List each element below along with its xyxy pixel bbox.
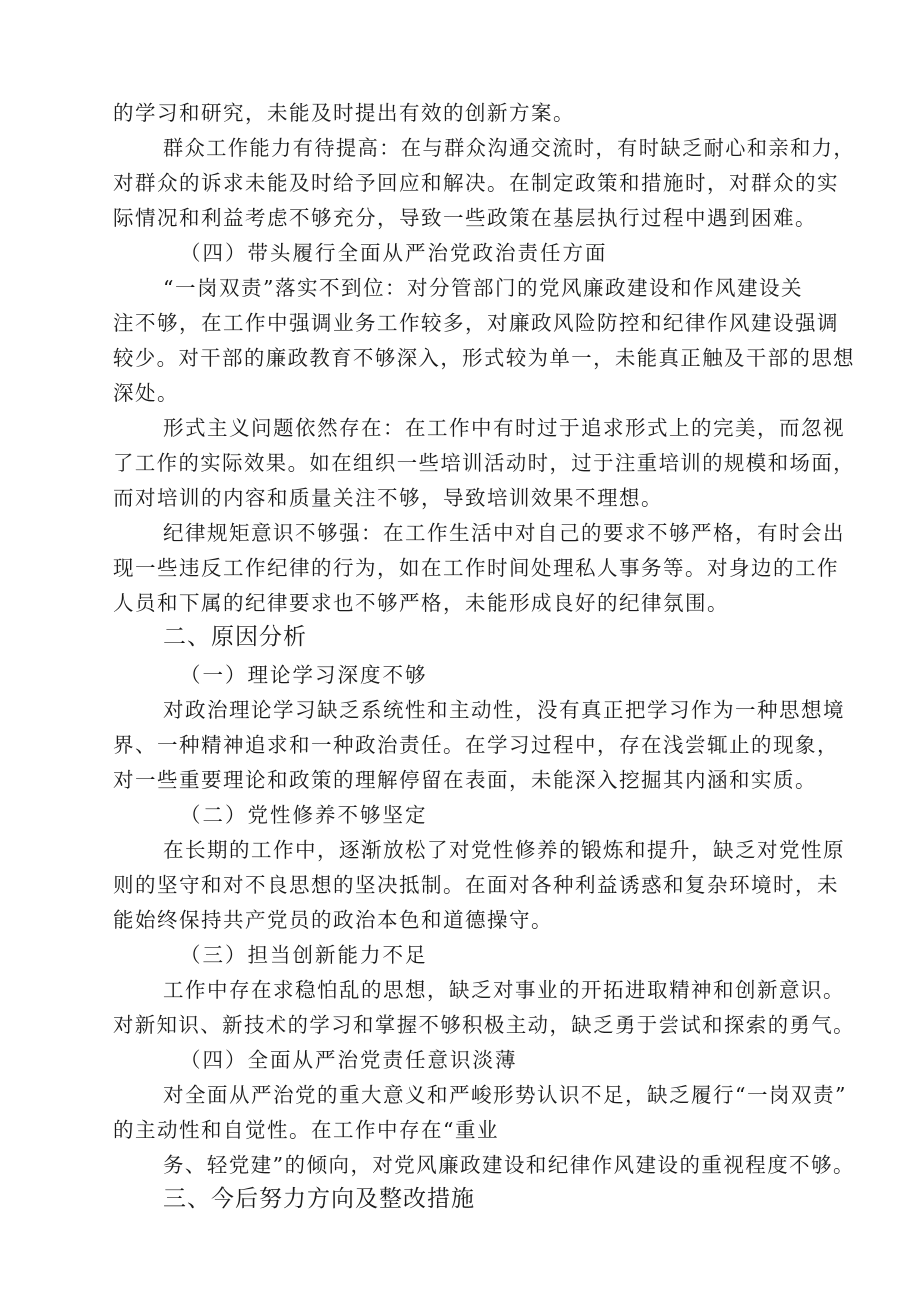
section-heading: 二、原因分析 bbox=[163, 624, 307, 650]
body-line: 群众工作能力有待提高：在与群众沟通交流时，有时缺乏耐心和亲和力， bbox=[163, 136, 855, 160]
body-line: 工作中存在求稳怕乱的思想，缺乏对事业的开拓进取精神和创新意识。 bbox=[163, 978, 845, 1002]
body-line: 在长期的工作中，逐渐放松了对党性修养的锻炼和提升，缺乏对党性原 bbox=[163, 838, 845, 862]
body-line: 界、一种精神追求和一种政治责任。在学习过程中，存在浅尝辄止的现象， bbox=[113, 733, 839, 757]
body-line: 务、轻党建”的倾向，对党风廉政建设和纪律作风建设的重视程度不够。 bbox=[163, 1153, 855, 1177]
body-line: 对新知识、新技术的学习和掌握不够积极主动，缺乏勇于尝试和探索的勇气。 bbox=[113, 1013, 855, 1037]
subsection-heading: （四）全面从严治党责任意识淡薄 bbox=[180, 1048, 518, 1072]
body-line: 的学习和研究，未能及时提出有效的创新方案。 bbox=[113, 101, 575, 125]
subsection-heading: （二）党性修养不够坚定 bbox=[180, 803, 428, 827]
body-line: 而对培训的内容和质量关注不够，导致培训效果不理想。 bbox=[113, 486, 663, 510]
body-line: 对群众的诉求未能及时给予回应和解决。在制定政策和措施时，对群众的实 bbox=[113, 171, 839, 195]
body-line: 际情况和利益考虑不够充分，导致一些政策在基层执行过程中遇到困难。 bbox=[113, 206, 817, 230]
body-line: 人员和下属的纪律要求也不够严格，未能形成良好的纪律氛围。 bbox=[113, 591, 729, 615]
body-line: 形式主义问题依然存在：在工作中有时过于追求形式上的完美，而忽视 bbox=[163, 416, 845, 440]
body-line: 对政治理论学习缺乏系统性和主动性，没有真正把学习作为一种思想境 bbox=[163, 698, 845, 722]
body-line: 现一些违反工作纪律的行为，如在工作时间处理私人事务等。对身边的工作 bbox=[113, 556, 839, 580]
body-line: 对全面从严治党的重大意义和严峻形势认识不足，缺乏履行“一岗双责” bbox=[163, 1083, 847, 1107]
section-heading: 三、今后努力方向及整改措施 bbox=[163, 1186, 475, 1212]
subsection-heading: （三）担当创新能力不足 bbox=[180, 943, 428, 967]
body-line: 纪律规矩意识不够强：在工作生活中对自己的要求不够严格，有时会出 bbox=[163, 521, 845, 545]
body-line: 注不够，在工作中强调业务工作较多，对廉政风险防控和纪律作风建设强调 bbox=[113, 311, 839, 335]
body-line: 对一些重要理论和政策的理解停留在表面，未能深入挖掘其内涵和实质。 bbox=[113, 768, 817, 792]
body-line: 能始终保持共产党员的政治本色和道德操守。 bbox=[113, 908, 553, 932]
subsection-heading: （四）带头履行全面从严治党政治责任方面 bbox=[180, 241, 608, 265]
body-line: 较少。对干部的廉政教育不够深入，形式较为单一，未能真正触及干部的思想 bbox=[113, 346, 855, 370]
body-line: “一岗双责”落实不到位：对分管部门的党风廉政建设和作风建设关 bbox=[163, 276, 803, 300]
body-line: 的主动性和自觉性。在工作中存在“重业 bbox=[113, 1118, 499, 1142]
body-line: 了工作的实际效果。如在组织一些培训活动时，过于注重培训的规模和场面， bbox=[113, 451, 855, 475]
body-line: 则的坚守和对不良思想的坚决抵制。在面对各种利益诱惑和复杂环境时，未 bbox=[113, 873, 839, 897]
subsection-heading: （一）理论学习深度不够 bbox=[180, 663, 428, 687]
body-line: 深处。 bbox=[113, 381, 179, 405]
